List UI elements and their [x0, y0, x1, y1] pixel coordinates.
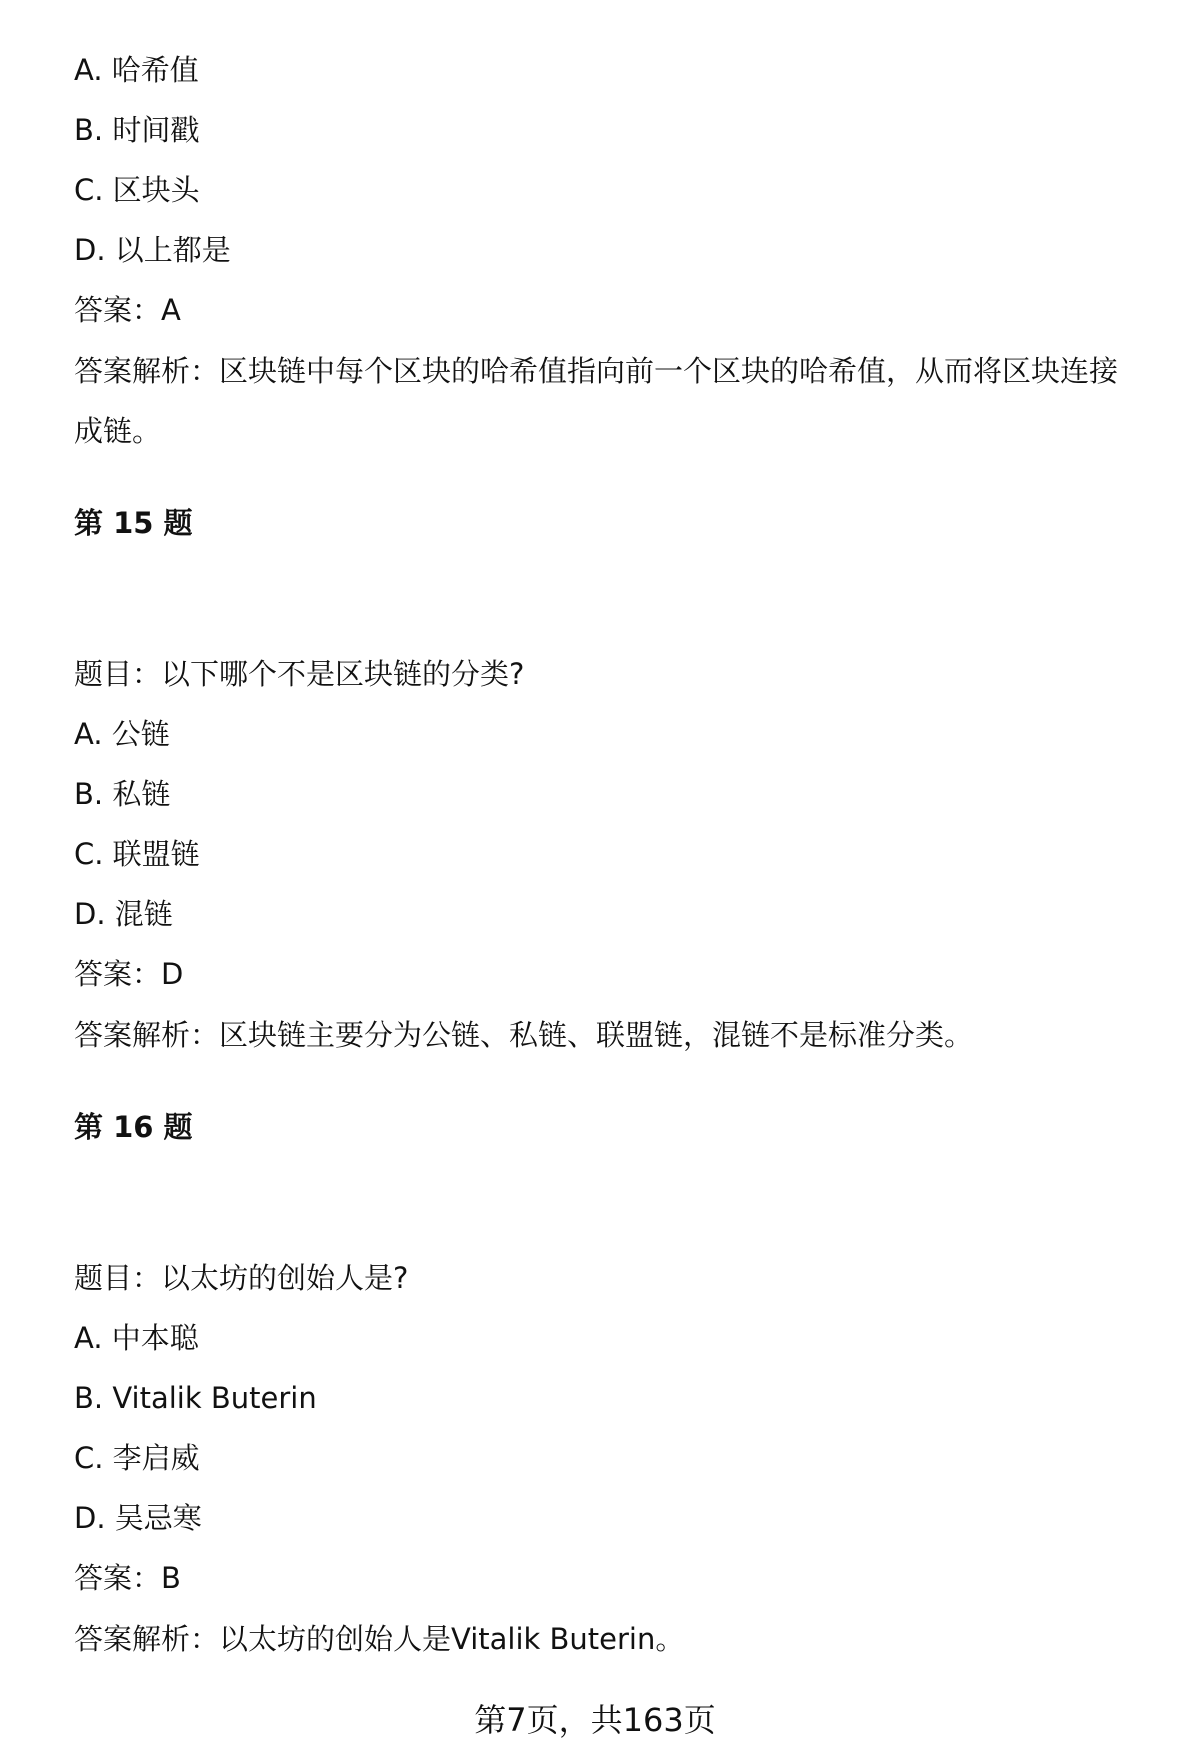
q15-question: 题目：以下哪个不是区块链的分类? [74, 657, 525, 691]
q16-answer: 答案：B [74, 1561, 181, 1595]
q16-option-b: B. Vitalik Buterin [74, 1381, 317, 1415]
document-page [74, 0, 1174, 1755]
q16-question: 题目：以太坊的创始人是? [74, 1261, 409, 1295]
q15-option-b: B. 私链 [74, 777, 171, 811]
q14-option-c: C. 区块头 [74, 173, 200, 207]
q14-answer: 答案：A [74, 293, 181, 327]
page-number-footer: 第7页，共163页 [474, 1701, 716, 1739]
q15-answer: 答案：D [74, 957, 184, 991]
q15-option-a: A. 公链 [74, 717, 170, 751]
q16-option-c: C. 李启威 [74, 1441, 200, 1475]
q16-heading: 第 16 题 [74, 1110, 193, 1144]
q14-explanation-line-2: 成链。 [74, 414, 162, 448]
q16-option-a: A. 中本聪 [74, 1321, 199, 1355]
q15-option-c: C. 联盟链 [74, 837, 200, 871]
q15-option-d: D. 混链 [74, 897, 173, 931]
q16-option-d: D. 吴忌寒 [74, 1501, 202, 1535]
q14-option-d: D. 以上都是 [74, 233, 231, 267]
q14-option-a: A. 哈希值 [74, 53, 199, 87]
q15-heading: 第 15 题 [74, 506, 193, 540]
q14-option-b: B. 时间戳 [74, 113, 200, 147]
q15-explanation: 答案解析：区块链主要分为公链、私链、联盟链，混链不是标准分类。 [74, 1018, 974, 1052]
q16-explanation: 答案解析：以太坊的创始人是Vitalik Buterin。 [74, 1622, 685, 1656]
q14-explanation-line-1: 答案解析：区块链中每个区块的哈希值指向前一个区块的哈希值，从而将区块连接 [74, 354, 1119, 388]
